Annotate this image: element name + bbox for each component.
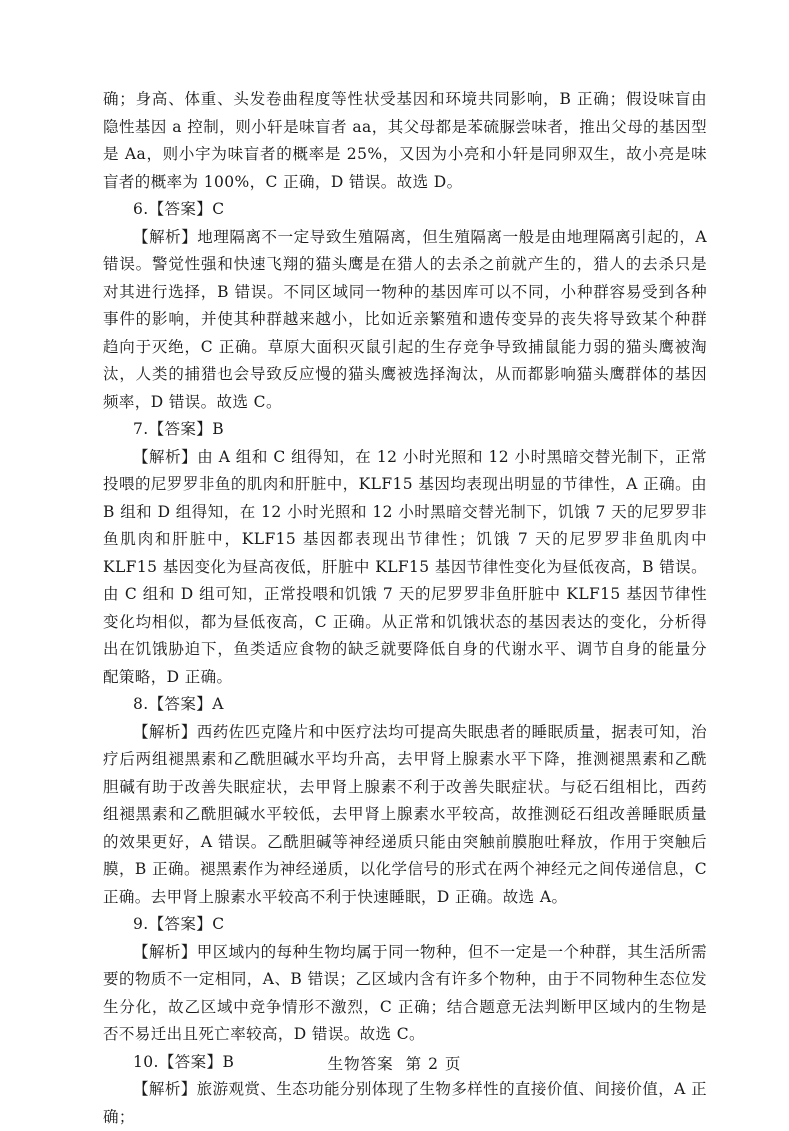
footer-page-number: 第 2 页 xyxy=(405,1055,462,1073)
answer-heading-6: 6.【答案】C xyxy=(133,200,225,218)
answer-heading-7: 7.【答案】B xyxy=(133,420,224,438)
explanation-10: 【解析】旅游观赏、生态功能分别体现了生物多样性的直接价值、间接价值，A 正确； xyxy=(103,1080,707,1126)
explanation-6: 【解析】地理隔离不一定导致生殖隔离，但生殖隔离一般是由地理隔离引起的，A 错误。警觉性强和快速飞翔的猫头鹰是在猎人的去杀之前就产生的，猎人的去杀只是对其进行选择，B 错误。不同区域同一物种的基因库可以不同，小种群容易受到各种事件的影响，并使其种群越来越小，比如近亲繁殖和遗传变异的丧失将导致某个种群趋向于灭绝，C 正确。草原大面积灭鼠引起的生存竞争导致捕鼠能力弱的猫头鹰被淘汰，人类的捕猎也会导致反应慢的猫头鹰被选择淘汰，从而都影响猫头鹰群体的基因频率，D 错误。故选 C。 xyxy=(103,227,707,411)
answer-heading-10: 10.【答案】B xyxy=(133,1052,235,1071)
answer-heading-9: 9.【答案】C xyxy=(133,915,225,933)
explanation-9: 【解析】甲区域内的每种生物均属于同一物种，但不一定是一个种群，其生活所需要的物质不一定相同，A、B 错误；乙区域内含有许多个物种，由于不同物种生态位发生分化，故乙区域中竞争情形不激烈，C 正确；结合题意无法判断甲区域内的生物是否不易迁出且死亡率较高，D 错误。故选 C。 xyxy=(103,942,707,1043)
answer-text-body xyxy=(103,86,707,1131)
answer-heading-8: 8.【答案】A xyxy=(133,695,224,713)
paragraph-continuation: 确；身高、体重、头发卷曲程度等性状受基因和环境共同影响，B 正确；假设味盲由隐性基因 a 控制，则小轩是味盲者 aa，其父母都是苯硫脲尝味者，推出父母的基因型是 Aa，则小宇为味盲者的概率是 25%，又因为小亮和小轩是同卵双生，故小亮是味盲者的概率为 100%，C 正确，D 错误。故选 D。 xyxy=(103,90,707,191)
explanation-8: 【解析】西药佐匹克隆片和中医疗法均可提高失眠患者的睡眠质量，据表可知，治疗后两组褪黑素和乙酰胆碱水平均升高，去甲肾上腺素水平下降，推测褪黑素和乙酰胆碱有助于改善失眠症状，去甲肾上腺素不利于改善失眠症状。与砭石组相比，西药组褪黑素和乙酰胆碱水平较低，去甲肾上腺素水平较高，故推测砭石组改善睡眠质量的效果更好，A 错误。乙酰胆碱等神经递质只能由突触前膜胞吐释放，作用于突触后膜，B 正确。褪黑素作为神经递质，以化学信号的形式在两个神经元之间传递信息，C 正确。去甲肾上腺素水平较高不利于快速睡眠，D 正确。故选 A。 xyxy=(103,722,707,906)
page-footer xyxy=(0,1052,789,1074)
footer-subject: 生物答案 xyxy=(327,1055,394,1073)
explanation-7: 【解析】由 A 组和 C 组得知，在 12 小时光照和 12 小时黑暗交替光制下，正常投喂的尼罗罗非鱼的肌肉和肝脏中，KLF15 基因均表现出明显的节律性，A 正确。由 B 组和 D 组得知，在 12 小时光照和 12 小时黑暗交替光制下，饥饿 7 天的尼罗罗非鱼肌肉和肝脏中，KLF15 基因都表现出节律性；饥饿 7 天的尼罗罗非鱼肌肉中 KLF15 基因变化为昼高夜低，肝脏中 KLF15 基因节律性变化为昼低夜高，B 错误。由 C 组和 D 组可知，正常投喂和饥饿 7 天的尼罗罗非鱼肝脏中 KLF15 基因节律性变化均相似，都为昼低夜高，C 正确。从正常和饥饿状态的基因表达的变化，分析得出在饥饿胁迫下，鱼类适应食物的缺乏就要降低自身的代谢水平、调节自身的能量分配策略，D 正确。 xyxy=(103,447,707,686)
